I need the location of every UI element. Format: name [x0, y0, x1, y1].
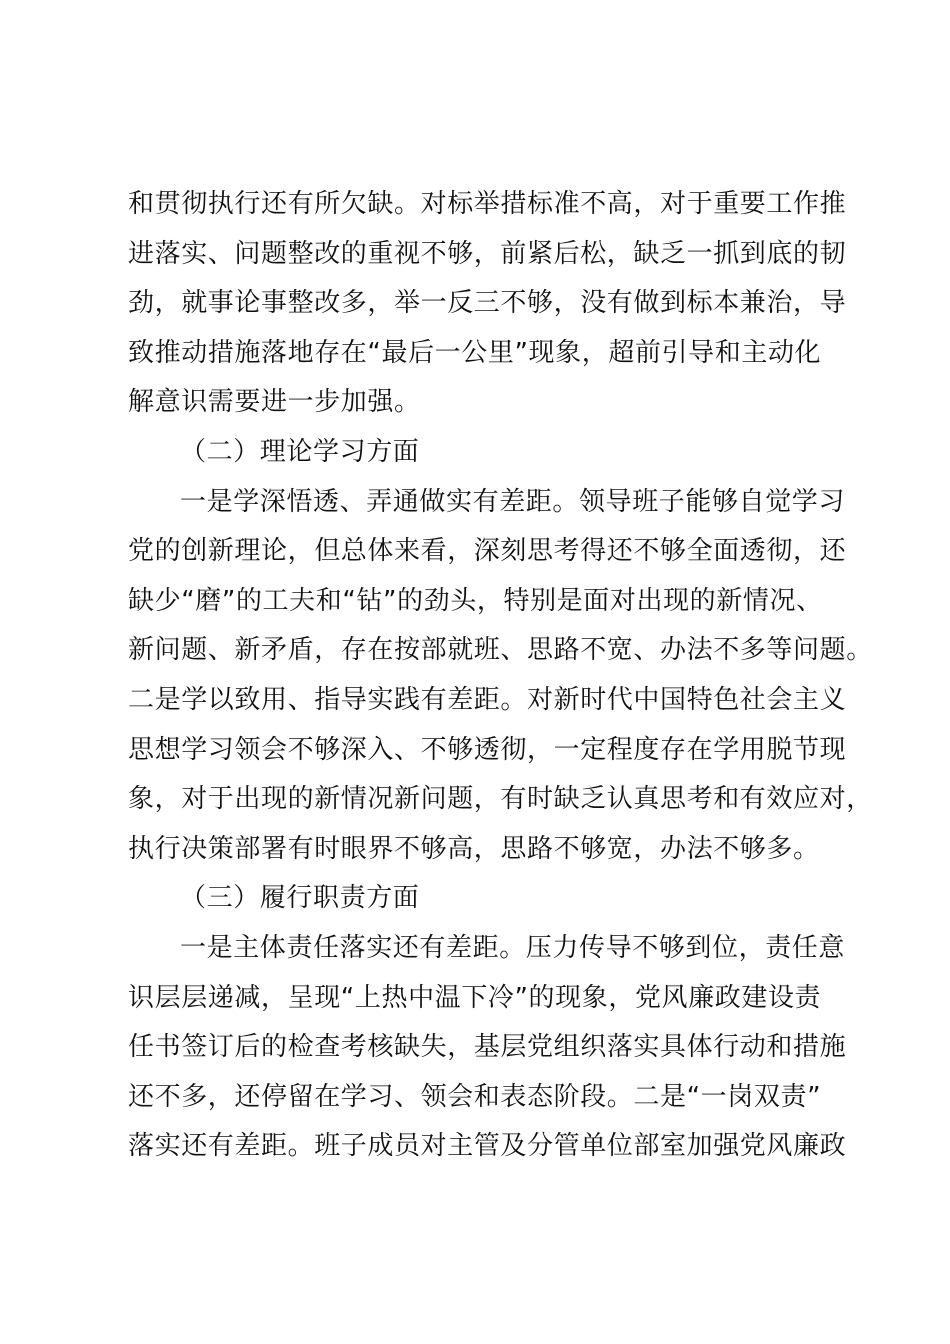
paragraph-line: 落实还有差距。班子成员对主管及分管单位部室加强党风廉政: [128, 1131, 847, 1162]
paragraph-line: 一是学深悟透、弄通做实有差距。领导班子能够自觉学习: [180, 486, 846, 517]
paragraph-line: 进落实、问题整改的重视不够，前紧后松，缺乏一抓到底的韧: [128, 238, 847, 269]
paragraph-line: 二是学以致用、指导实践有差距。对新时代中国特色社会主义: [128, 684, 847, 715]
paragraph-line: 致推动措施落地存在“最后一公里”现象，超前引导和主动化: [128, 337, 822, 368]
section-heading: （三）履行职责方面: [180, 883, 420, 914]
paragraph-line: 还不多，还停留在学习、领会和表态阶段。二是“一岗双责”: [128, 1081, 822, 1112]
section-heading: （二）理论学习方面: [180, 436, 420, 467]
document-body: [128, 180, 873, 1172]
paragraph-line: 新问题、新矛盾，存在按部就班、思路不宽、办法不多等问题。: [128, 635, 873, 666]
paragraph-line: 思想学习领会不够深入、不够透彻，一定程度存在学用脱节现: [128, 734, 847, 765]
paragraph-line: 党的创新理论，但总体来看，深刻思考得还不够全面透彻，还: [128, 536, 847, 567]
paragraph-line: 解意识需要进一步加强。: [128, 387, 421, 418]
paragraph-line: 劲，就事论事整改多，举一反三不够，没有做到标本兼治，导: [128, 288, 847, 319]
paragraph-line: 执行决策部署有时眼界不够高，思路不够宽，办法不够多。: [128, 833, 820, 864]
paragraph-line: 缺少“磨”的工夫和“钻”的劲头，特别是面对出现的新情况、: [128, 585, 823, 616]
paragraph-line: 和贯彻执行还有所欠缺。对标举措标准不高，对于重要工作推: [128, 189, 847, 219]
paragraph-line: 一是主体责任落实还有差距。压力传导不够到位，责任意: [180, 932, 846, 963]
paragraph-line: 任书签订后的检查考核缺失，基层党组织落实具体行动和措施: [128, 1032, 847, 1063]
paragraph-line: 象，对于出现的新情况新问题，有时缺乏认真思考和有效应对，: [128, 784, 873, 815]
paragraph-line: 识层层递减，呈现“上热中温下冷”的现象，党风廉政建设责: [128, 982, 822, 1013]
